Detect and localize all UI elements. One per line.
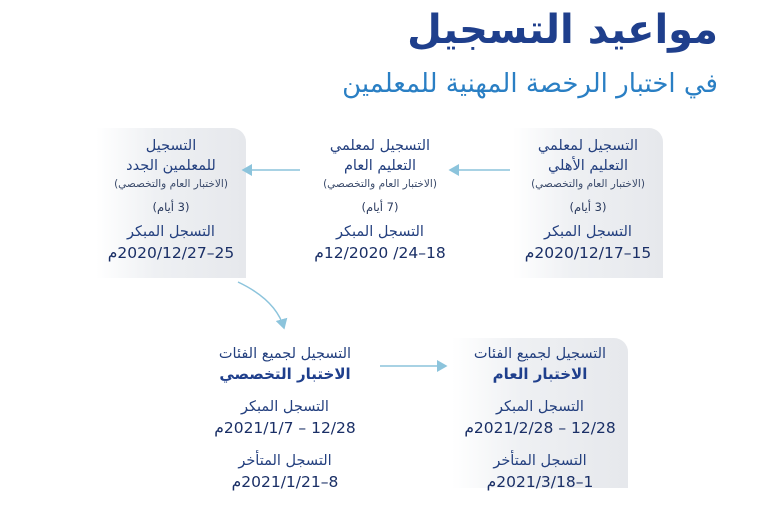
page-title: مواعيد التسجيل [407, 7, 718, 53]
card-heading-line2: التعليم الأهلي [547, 158, 629, 174]
late-registration-dates: 1–2021/3/18م [486, 473, 594, 491]
early-registration-dates: 25–2020/12/27م [107, 244, 235, 262]
early-registration-label: التسجل المبكر [241, 399, 329, 415]
early-registration-label: التسجل المبكر [544, 224, 632, 240]
page-subtitle: في اختبار الرخصة المهنية للمعلمين [342, 69, 718, 99]
arrow-new-to-specialized [238, 282, 284, 328]
late-registration-dates: 8–2021/1/21م [231, 473, 339, 491]
card-heading-line2: الاختبار التخصصي [219, 365, 351, 383]
card-heading-line1: التسجيل لمعلمي [329, 138, 431, 154]
early-registration-dates: 18–24/ 12/2020م [314, 244, 446, 262]
late-registration-label: التسجل المتأخر [238, 453, 332, 469]
card-duration: (3 أيام) [569, 200, 607, 214]
late-registration-label: التسجل المتأخر [493, 453, 587, 469]
early-registration-dates: 12/28 – 2021/2/28م [464, 419, 616, 437]
card-heading-line1: التسجيل لجميع الفئات [218, 346, 352, 362]
early-registration-dates: 15–2020/12/17م [524, 244, 652, 262]
card-duration: (7 أيام) [361, 200, 399, 214]
early-registration-label: التسجل المبكر [336, 224, 424, 240]
early-registration-dates: 12/28 – 2021/1/7م [214, 419, 356, 437]
card-heading-line2: الاختبار العام [492, 365, 588, 383]
card-tests-note: (الاختبار العام والتخصصي) [531, 178, 645, 190]
card-heading-line1: التسجيل لمعلمي [537, 138, 639, 154]
card-tests-note: (الاختبار العام والتخصصي) [114, 178, 228, 190]
early-registration-label: التسجل المبكر [496, 399, 584, 415]
card-heading-line1: التسجيل لجميع الفئات [473, 346, 607, 362]
card-duration: (3 أيام) [152, 200, 190, 214]
card-heading-line2: التعليم العام [343, 158, 417, 174]
card-tests-note: (الاختبار العام والتخصصي) [323, 178, 437, 190]
card-heading-line1: التسجيل [145, 138, 197, 154]
card-heading-line2: للمعلمين الجدد [126, 158, 216, 174]
early-registration-label: التسجل المبكر [127, 224, 215, 240]
